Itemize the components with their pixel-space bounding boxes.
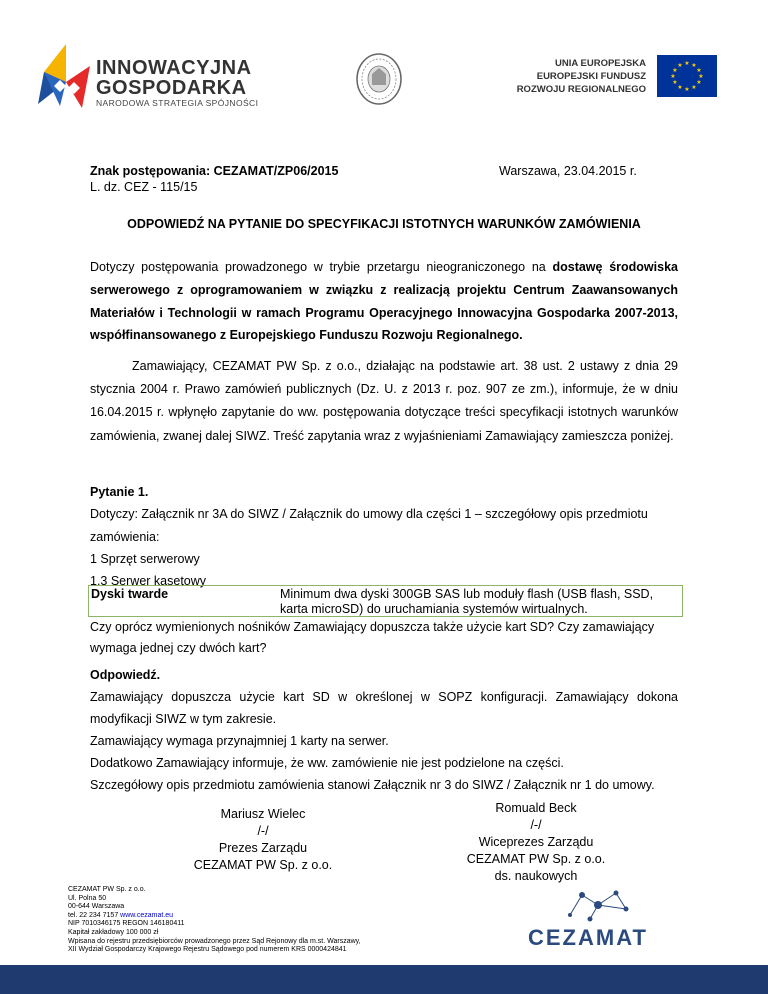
signature-right-role: Wiceprezes Zarządu — [478, 835, 594, 849]
footer-line2: Ul. Polna 50 — [68, 894, 107, 902]
logo-ig-subtitle: NARODOWA STRATEGIA SPÓJNOŚCI — [96, 98, 259, 108]
logo-ig-line2: GOSPODARKA — [96, 77, 247, 99]
svg-text:★: ★ — [672, 79, 678, 86]
answer-line4: Dodatkowo Zamawiający informuje, że ww. zamówienie nie jest podzielone na części. — [90, 756, 564, 770]
spec-table — [88, 585, 683, 617]
case-number: Znak postępowania: CEZAMAT/ZP06/2015 — [90, 164, 339, 178]
svg-text:★: ★ — [696, 79, 702, 86]
cezamat-logo — [522, 885, 648, 953]
question-text-line2: wymaga jednej czy dwóch kart? — [90, 641, 267, 655]
footer-line8: XII Wydział Gospodarczy Krajowego Rejestru Sądowego pod numerem KRS 0000424841 — [68, 946, 347, 954]
logo-ig-line1: INNOWACYJNA — [96, 57, 252, 79]
footer-website-link[interactable]: www.cezamat.eu — [120, 911, 174, 919]
intro-bold: dostawę środowiska serwerowego z oprogramowaniem w związku z realizacją projektu Centrum Zaawansowanych Materiałów i Technologii w ramach Programu Operacyjnego Innowacyjna Gospodarka 2007-2013, współfinansowanego z Europejskiego Funduszu Rozwoju Regionalnego. — [90, 260, 678, 343]
spec-table-value: Minimum dwa dyski 300GB SAS lub moduły flash (USB flash, SSD, karta microSD) do uruchamiania systemów wirtualnych. — [280, 587, 654, 616]
eu-line3: ROZWOJU REGIONALNEGO — [516, 84, 646, 95]
signature-left-name: Mariusz Wielec — [220, 807, 306, 821]
footer-line5: NIP 7010346175 REGON 146180411 — [68, 920, 185, 928]
cezamat-network-icon — [552, 885, 632, 923]
eu-line2: EUROPEJSKI FUNDUSZ — [536, 71, 646, 82]
svg-text:★: ★ — [698, 73, 704, 80]
footer-bar — [0, 965, 768, 994]
footer-phone: tel. 22 234 7157 — [68, 911, 121, 919]
signature-right-division: ds. naukowych — [494, 869, 578, 883]
question-text-line1: Czy oprócz wymienionych nośników Zamawiający dopuszcza także użycie kart SD? Czy zamawiający — [90, 620, 655, 634]
signature-right — [436, 800, 636, 885]
signature-left-role: Prezes Zarządu — [218, 841, 308, 855]
reference-number: L. dz. CEZ - 115/15 — [90, 180, 198, 194]
answer-line1: Zamawiający dopuszcza użycie kart SD w określonej w SOPZ konfiguracji. Zamawiający dokona — [90, 690, 678, 704]
svg-text:★: ★ — [691, 84, 697, 91]
svg-text:★: ★ — [677, 62, 683, 69]
svg-text:★: ★ — [696, 67, 702, 74]
footer-line6: Kapitał zakładowy 100 000 zł — [68, 928, 159, 936]
question-heading: Pytanie 1. — [90, 485, 149, 499]
footer-address — [68, 886, 488, 955]
svg-text:★: ★ — [684, 60, 690, 67]
question-line1: Dotyczy: Załącznik nr 3A do SIWZ / Załącznik do umowy dla części 1 – szczegółowy opis przedmiotu — [90, 507, 648, 521]
svg-text:★: ★ — [691, 62, 697, 69]
svg-text:★: ★ — [672, 67, 678, 74]
question-line4: 1.3 Serwer kasetowy — [90, 574, 207, 588]
answer-line5: Szczegółowy opis przedmiotu zamówienia stanowi Załącznik nr 3 do SIWZ / Załącznik nr 1 do umowy. — [90, 778, 655, 792]
signature-right-mark: /-/ — [530, 818, 542, 832]
answer-heading: Odpowiedź. — [90, 668, 161, 682]
signature-right-company: CEZAMAT PW Sp. z o.o. — [466, 852, 606, 866]
intro-paragraph — [90, 256, 678, 347]
spec-table-label: Dyski twarde — [91, 587, 169, 601]
signature-left-company: CEZAMAT PW Sp. z o.o. — [193, 858, 333, 872]
footer-line3: 00-644 Warszawa — [68, 903, 125, 911]
document-title: ODPOWIEDŹ NA PYTANIE DO SPECYFIKACJI ISTOTNYCH WARUNKÓW ZAMÓWIENIA — [127, 217, 641, 231]
body-paragraph: Zamawiający, CEZAMAT PW Sp. z o.o., działając na podstawie art. 38 ust. 2 ustawy z dnia 29 stycznia 2004 r. Prawo zamówień publicznych (Dz. U. z 2013 r. poz. 907 ze zm.), informuje, że w dniu 16.04.2015 r. wpłynęło zapytanie do ww. postępowania dotyczące treści specyfikacji istotnych warunków zamówienia, zwanej dalej SIWZ. Treść zapytania wraz z wyjaśnieniami Zamawiający zamieszcza poniżej. — [90, 359, 678, 443]
svg-text:★: ★ — [684, 86, 690, 93]
signature-left-mark: /-/ — [257, 824, 269, 838]
place-date: Warszawa, 23.04.2015 r. — [499, 164, 637, 178]
cezamat-logo-text: CEZAMAT — [528, 925, 648, 950]
question-line3: 1 Sprzęt serwerowy — [90, 552, 200, 566]
footer-line7: Wpisana do rejestru przedsiębiorców prowadzonego przez Sąd Rejonowy dla m.st. Warszawy, — [68, 937, 361, 945]
signature-right-name: Romuald Beck — [495, 801, 577, 815]
footer-line1: CEZAMAT PW Sp. z o.o. — [68, 886, 146, 893]
answer-line2: modyfikacji SIWZ w tym zakresie. — [90, 712, 277, 726]
innowacyjna-gospodarka-icon — [38, 42, 94, 112]
intro-normal: Dotyczy postępowania prowadzonego w trybie przetargu nieograniczonego na — [90, 260, 553, 274]
signature-left — [163, 806, 363, 874]
footer-line4 — [68, 912, 488, 921]
eu-flag-icon — [657, 55, 717, 97]
answer-line3: Zamawiający wymaga przynajmniej 1 karty na serwer. — [90, 734, 389, 748]
svg-text:★: ★ — [677, 84, 683, 91]
svg-text:★: ★ — [670, 73, 676, 80]
question-line2: zamówienia: — [90, 530, 160, 544]
university-seal-icon — [355, 52, 403, 106]
eu-line1: UNIA EUROPEJSKA — [555, 58, 646, 69]
